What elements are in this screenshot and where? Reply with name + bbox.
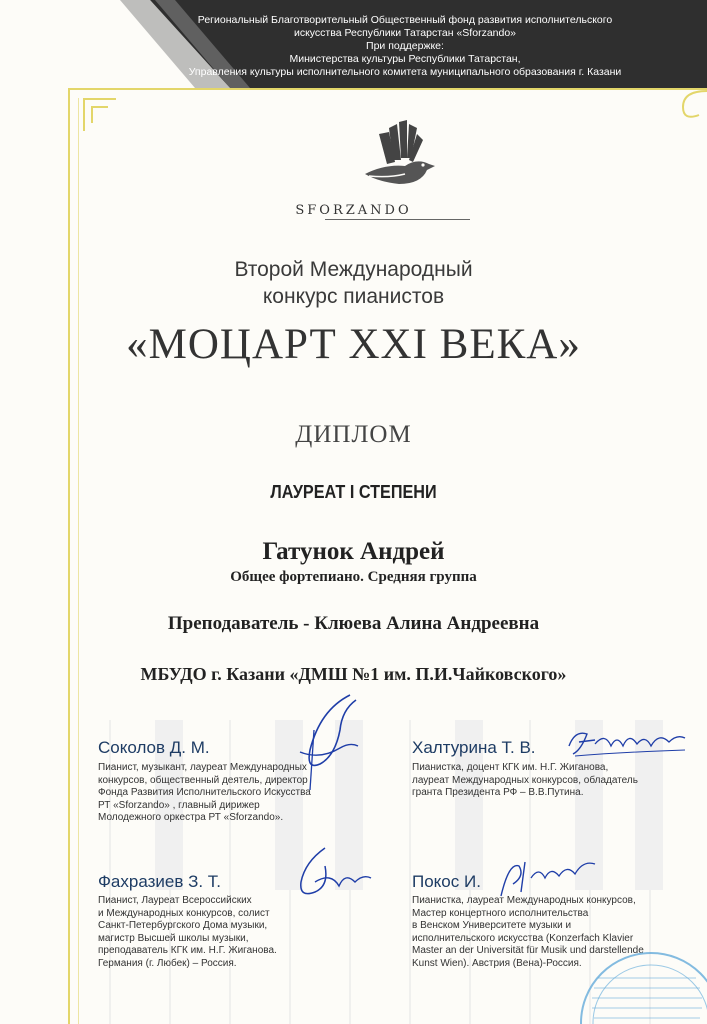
jury-desc-line: исполнительского искусства (Konzerfach Klavier [412, 932, 634, 944]
jury-desc-line: и Международных конкурсов, солист [98, 907, 270, 919]
jury-desc-line: конкурсов, общественный деятель, директор [98, 774, 308, 786]
signature-khalturina [565, 724, 690, 760]
contest-title-line1: Второй Международный [234, 258, 473, 281]
header-band [0, 0, 707, 88]
jury-name: Халтурина Т. В. [412, 738, 536, 757]
jury-desc-line: Пианистка, лауреат Международных конкурсов, [412, 895, 636, 906]
header-line: При поддержке: [366, 40, 444, 52]
participant-category: Общее фортепиано. Средняя группа [230, 569, 477, 585]
jury-desc-line: Мастер концертного исполнительства [412, 907, 589, 919]
brand-wordmark: SFORZANDO [295, 203, 412, 218]
jury-desc-line: Молодежного оркестра РТ «Sforzando». [98, 812, 284, 823]
header-line: Министерства культуры Республики Татарстан, [289, 53, 521, 65]
diploma-heading: ДИПЛОМ [295, 421, 412, 448]
jury-description [412, 762, 638, 800]
jury-name: Соколов Д. М. [98, 738, 210, 757]
signature-fakhraziev [285, 842, 375, 912]
contest-title-main: «МОЦАРТ XXI ВЕКА» [126, 321, 581, 368]
school-line: МБУДО г. Казани «ДМШ №1 им. П.И.Чайковского» [140, 664, 567, 684]
header-line: Региональный Благотворительный Общественный фонд развития исполнительского [197, 14, 613, 26]
jury-name: Покос И. [412, 872, 481, 891]
frame-top-line [68, 88, 707, 90]
jury-desc-line: магистр Высшей школы музыки, [98, 932, 249, 944]
frame-corner-ornament [673, 85, 707, 125]
header-line: искусства Республики Татарстан «Sforzando» [293, 27, 517, 39]
jury-desc-line: Master an der Universität für Musik und darstellende [412, 945, 644, 956]
jury-desc-line: Пианист, Лауреат Всероссийских [98, 895, 252, 906]
signature-pokos [495, 852, 605, 902]
jury-desc-line: Kunst Wien). Австрия (Вена)-Россия. [412, 957, 582, 969]
header-line: Управления культуры исполнительного комитета муниципального образования г. Казани [188, 66, 622, 78]
jury-desc-line: гранта Президента РФ – В.В.Путина. [412, 787, 584, 798]
contest-title-line2: конкурс пианистов [262, 285, 445, 308]
jury-desc-line: Германия (г. Любек) – Россия. [98, 957, 237, 969]
jury-description [98, 762, 311, 825]
bird-logo-icon [355, 120, 445, 200]
jury-desc-line: Пианист, музыкант, лауреат Международных [98, 762, 307, 773]
jury-desc-line: преподаватель КГК им. Н.Г. Жиганова. [98, 945, 277, 956]
jury-desc-line: Фонда Развития Исполнительского Искусства [98, 787, 311, 798]
jury-desc-line: лауреат Международных конкурсов, обладатель [412, 774, 638, 786]
signature-sokolov [280, 690, 370, 800]
frame-corner-ornament [80, 95, 120, 135]
jury-desc-line: РТ «Sforzando» , главный дирижер [98, 799, 260, 811]
jury-desc-line: в Венском Университете музыки и [412, 920, 572, 931]
foundation-stamp-icon [576, 948, 707, 1024]
jury-desc-line: Санкт-Петербургского Дома музыки, [98, 920, 268, 931]
brand-underline [325, 219, 470, 220]
jury-name: Фахразиев З. Т. [98, 872, 222, 891]
header-text [130, 14, 680, 79]
teacher-line: Преподаватель - Клюева Алина Андреевна [167, 613, 540, 634]
participant-name: Гатунок Андрей [262, 538, 445, 565]
jury-desc-line: Пианистка, доцент КГК им. Н.Г. Жиганова, [412, 762, 609, 773]
jury-description [98, 895, 277, 970]
award-degree: ЛАУРЕАТ I СТЕПЕНИ [270, 482, 437, 502]
